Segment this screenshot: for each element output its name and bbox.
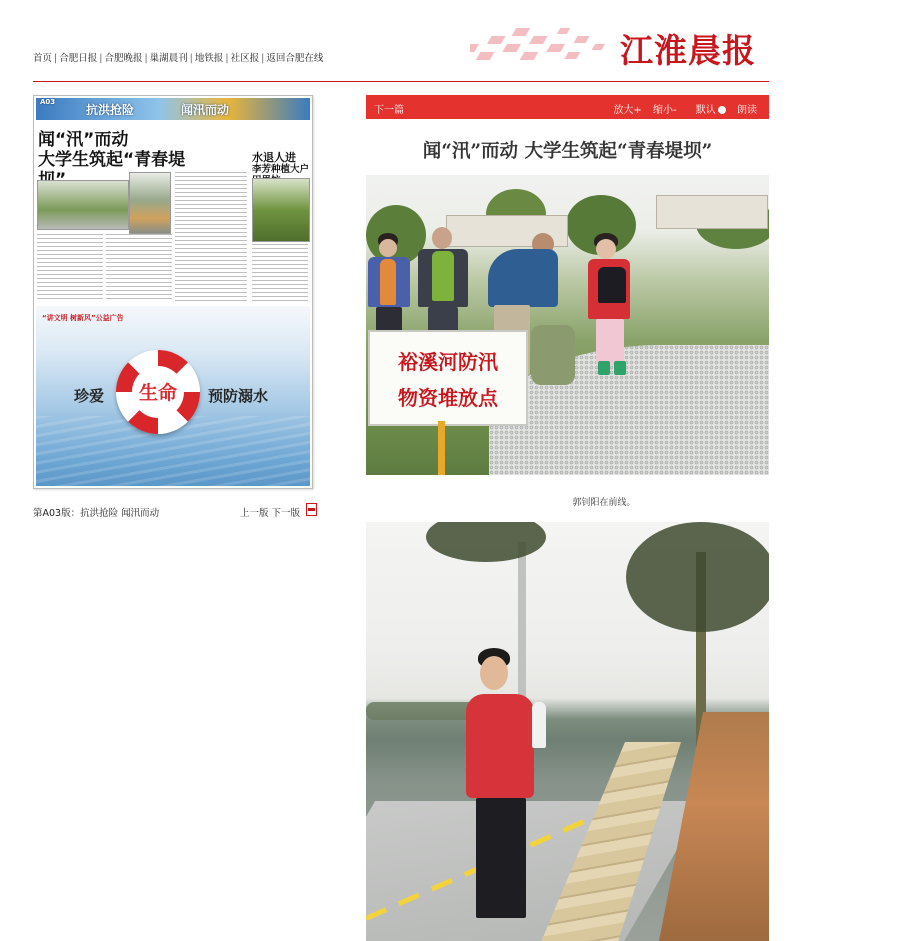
photo-tree-leaves xyxy=(426,522,546,562)
nav-separator: | xyxy=(144,53,148,64)
article-photo-flood-supplies xyxy=(366,175,769,475)
pdf-icon[interactable] xyxy=(306,503,317,516)
sign-pole xyxy=(438,421,445,475)
psa-left-text: 珍爱 xyxy=(74,387,105,405)
flood-supply-sign xyxy=(368,330,528,426)
sign-line-2: 物资堆放点 xyxy=(398,386,498,410)
article-photo-student-on-embankment xyxy=(366,522,769,941)
thumbnail-section-code: A03 xyxy=(40,98,56,106)
thumbnail-photo xyxy=(129,172,171,234)
top-navigation xyxy=(33,50,323,64)
edition-pager xyxy=(240,505,300,519)
thumbnail-psa-ad xyxy=(36,306,310,486)
article-title: 闻“汛”而动 大学生筑起“青春堤坝” xyxy=(422,141,713,162)
thumbnail-body-text xyxy=(37,234,103,302)
thumbnail-banner xyxy=(36,98,310,120)
nav-separator: | xyxy=(189,53,193,64)
thumbnail-body-text xyxy=(175,172,247,302)
masthead-divider xyxy=(33,81,769,82)
photo-building xyxy=(656,195,768,229)
thumbnail-banner-left: 抗洪抢险 xyxy=(86,103,135,117)
thumbnail-headline-line2: 大学生筑起“青春堤 xyxy=(38,150,186,170)
zoom-out-button[interactable]: 缩小- xyxy=(653,105,677,116)
masthead-decoration xyxy=(470,18,620,74)
read-aloud-button[interactable]: 朗读 xyxy=(737,105,757,116)
reading-tools xyxy=(605,101,757,116)
nav-separator: | xyxy=(225,53,229,64)
next-article-link[interactable]: 下一篇 xyxy=(374,105,404,116)
photo-caption: 郭钊阳在前线。 xyxy=(572,498,636,508)
nav-community-link[interactable]: 社区报 xyxy=(230,53,260,64)
thumbnail-side-line2: 李芳种植大户 xyxy=(252,164,310,175)
psa-right-text: 预防溺水 xyxy=(208,387,269,405)
edition-label[interactable]: 第A03版：抗洪抢险 闻汛而动 xyxy=(33,508,160,519)
radio-dot-icon xyxy=(718,106,726,114)
photo-tree-leaves xyxy=(626,522,769,632)
nav-hefei-daily-link[interactable]: 合肥日报 xyxy=(59,53,98,64)
thumbnail-side-line1: 水退人进 xyxy=(252,151,296,164)
sign-line-1: 裕溪河防汛 xyxy=(398,350,498,374)
thumbnail-headline-line1: 闻“汛”而动 xyxy=(38,130,129,150)
thumbnail-body-text xyxy=(252,244,308,302)
zoom-in-button[interactable]: 放大+ xyxy=(613,105,642,116)
thumbnail-photo xyxy=(37,180,129,230)
photo-tree-trunk xyxy=(518,542,526,712)
default-size-button[interactable] xyxy=(688,105,726,116)
default-size-label: 默认 xyxy=(695,105,716,116)
nav-metro-link[interactable]: 地铁报 xyxy=(194,53,224,64)
page-thumbnail[interactable] xyxy=(33,95,313,489)
nav-separator: | xyxy=(99,53,103,64)
thumbnail-banner-right: 闻汛而动 xyxy=(181,103,230,117)
psa-center-text: 生命 xyxy=(138,382,177,404)
nav-separator: | xyxy=(54,53,58,64)
prev-edition-link[interactable]: 上一版 xyxy=(240,508,269,519)
nav-chaohu-link[interactable]: 巢湖晨刊 xyxy=(149,53,188,64)
thumbnail-photo xyxy=(252,178,310,242)
next-edition-link[interactable]: 下一版 xyxy=(271,508,301,519)
nav-home-link[interactable]: 首页 xyxy=(33,53,53,64)
psa-header: “讲文明 树新风”公益广告 xyxy=(42,314,124,322)
nav-separator: | xyxy=(261,53,265,64)
thumbnail-body-text xyxy=(106,234,172,302)
nav-hefei-evening-link[interactable]: 合肥晚报 xyxy=(104,53,143,64)
article-toolbar xyxy=(366,95,769,119)
nav-back-hefei-online-link[interactable]: 返回合肥在线 xyxy=(266,53,324,64)
newspaper-brand-logo: 江淮晨报 xyxy=(620,31,756,70)
